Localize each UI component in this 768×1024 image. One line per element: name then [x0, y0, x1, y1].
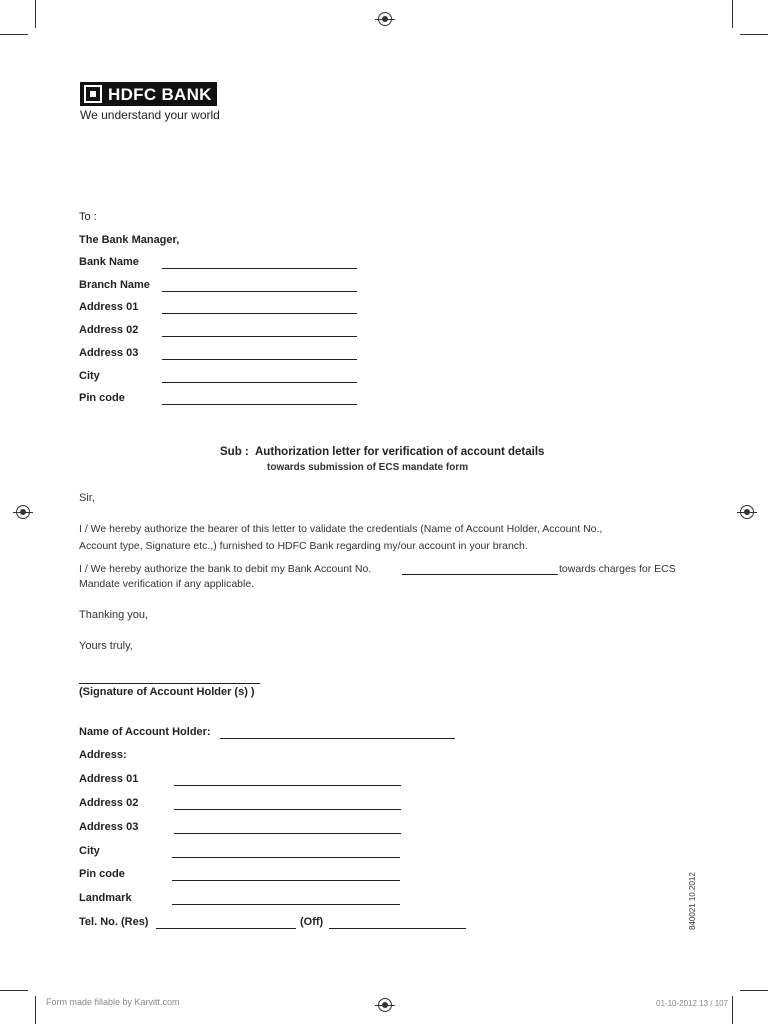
holder-address-03-field[interactable] — [174, 833, 401, 834]
registration-mark-icon — [740, 505, 754, 519]
holder-pin-field[interactable] — [172, 880, 400, 881]
crop-mark — [732, 0, 733, 28]
bank-city-label: City — [79, 370, 100, 382]
branch-name-label: Branch Name — [79, 279, 150, 291]
signature-field[interactable] — [79, 683, 260, 684]
to-label: To : — [79, 211, 97, 223]
tel-res-label: Tel. No. (Res) — [79, 916, 149, 928]
subject-prefix: Sub : — [220, 446, 249, 458]
bank-city-field[interactable] — [162, 382, 357, 383]
registration-mark-icon — [16, 505, 30, 519]
holder-city-field[interactable] — [172, 857, 400, 858]
holder-address-02-label: Address 02 — [79, 797, 139, 809]
holder-address-03-label: Address 03 — [79, 821, 139, 833]
crop-mark — [35, 0, 36, 28]
bank-name-label: Bank Name — [79, 256, 139, 268]
crop-mark — [740, 34, 768, 35]
thanking-you: Thanking you, — [79, 609, 149, 621]
subject-line-2: towards submission of ECS mandate form — [267, 462, 469, 473]
crop-mark — [740, 990, 768, 991]
registration-mark-icon — [378, 998, 392, 1012]
holder-pin-label: Pin code — [79, 868, 125, 880]
bank-address-03-label: Address 03 — [79, 347, 139, 359]
branch-name-field[interactable] — [162, 291, 357, 292]
bank-address-02-field[interactable] — [162, 336, 357, 337]
tel-off-field[interactable] — [329, 928, 466, 929]
bank-name: HDFC BANK — [108, 85, 212, 104]
bank-address-02-label: Address 02 — [79, 324, 139, 336]
debit-account-number-field[interactable] — [402, 574, 558, 575]
crop-mark — [732, 996, 733, 1024]
yours-truly: Yours truly, — [79, 640, 133, 652]
footer-left: Form made fillable by Karvitt.com — [46, 997, 180, 1007]
holder-address-01-field[interactable] — [174, 785, 401, 786]
subject-line-1: Authorization letter for verification of account details — [255, 446, 545, 458]
bank-address-03-field[interactable] — [162, 359, 357, 360]
holder-name-label: Name of Account Holder: — [79, 726, 211, 738]
bank-address-01-field[interactable] — [162, 313, 357, 314]
tel-res-field[interactable] — [156, 928, 296, 929]
holder-landmark-field[interactable] — [172, 904, 400, 905]
crop-mark — [35, 996, 36, 1024]
paragraph-2-line-2: Mandate verification if any applicable. — [79, 578, 255, 590]
bank-pin-label: Pin code — [79, 392, 125, 404]
paragraph-2-start: I / We hereby authorize the bank to debit my Bank Account No. — [79, 563, 372, 575]
paragraph-1-line-2: Account type, Signature etc.,) furnished to HDFC Bank regarding my/our account in your branch. — [79, 540, 528, 552]
salutation: Sir, — [79, 492, 95, 504]
holder-address-label: Address: — [79, 749, 127, 761]
crop-mark — [0, 34, 28, 35]
holder-address-02-field[interactable] — [174, 809, 401, 810]
tel-off-label: (Off) — [300, 916, 324, 928]
bank-name-field[interactable] — [162, 268, 357, 269]
form-code: 840021 10.2012 — [688, 872, 697, 930]
holder-landmark-label: Landmark — [79, 892, 132, 904]
bank-logo-icon — [84, 85, 102, 103]
manager-label: The Bank Manager, — [79, 234, 180, 246]
signature-label: (Signature of Account Holder (s) ) — [79, 686, 255, 698]
holder-address-01-label: Address 01 — [79, 773, 139, 785]
registration-mark-icon — [378, 12, 392, 26]
holder-name-field[interactable] — [220, 738, 455, 739]
holder-city-label: City — [79, 845, 100, 857]
paragraph-1-line-1: I / We hereby authorize the bearer of this letter to validate the credentials (Name of Account Holder, Account No., — [79, 523, 603, 535]
bank-pin-field[interactable] — [162, 404, 357, 405]
paragraph-2-end: towards charges for ECS — [559, 563, 676, 575]
crop-mark — [0, 990, 28, 991]
footer-right: 01-10-2012 13 / 107 — [656, 999, 729, 1008]
bank-tagline: We understand your world — [80, 108, 220, 122]
bank-address-01-label: Address 01 — [79, 301, 139, 313]
